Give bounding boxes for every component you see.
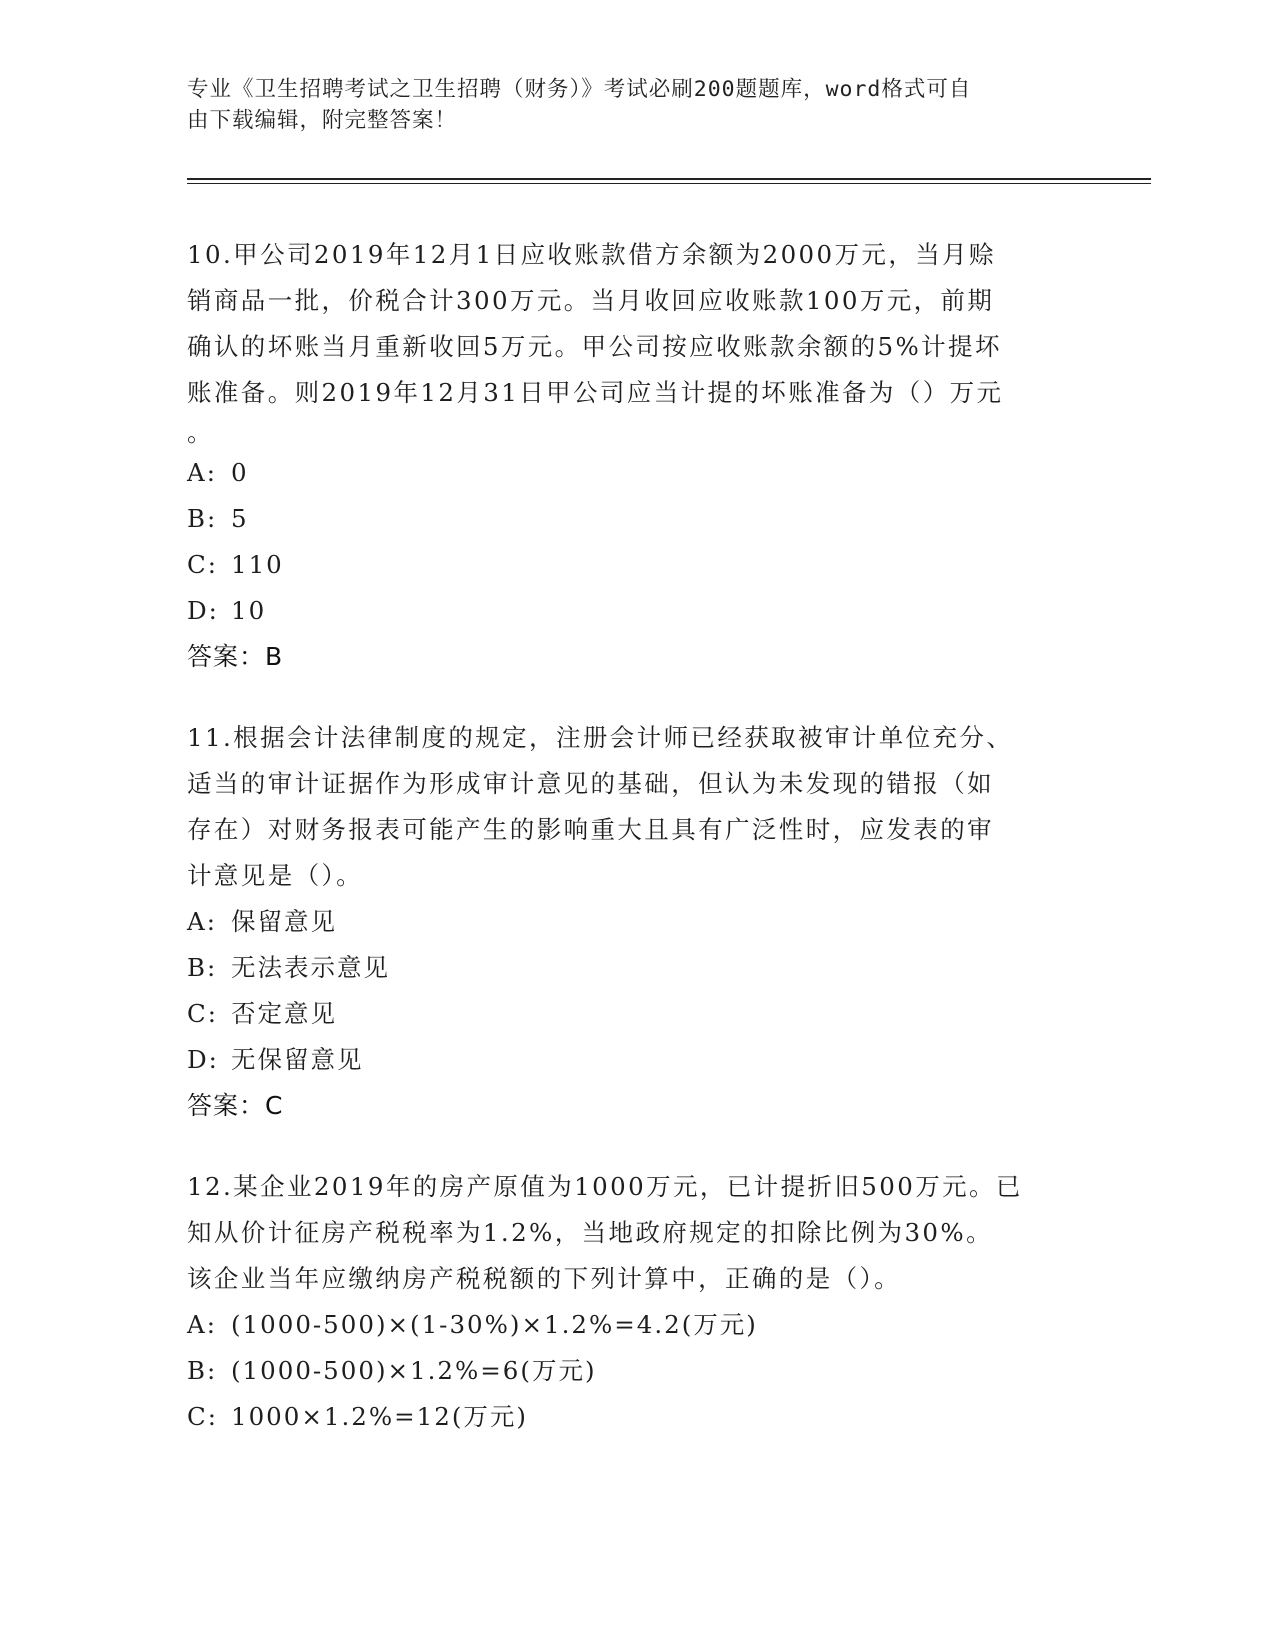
option-text: 1000×1.2%=12(万元) (231, 1402, 528, 1431)
option-text: 保留意见 (231, 907, 337, 936)
option-d (187, 1037, 1087, 1083)
document-header (187, 74, 1087, 136)
option-text: 0 (231, 458, 249, 487)
option-letter: B: (187, 1356, 218, 1385)
question-stem-line: 10.甲公司2019年12月1日应收账款借方余额为2000万元，当月赊 (187, 240, 996, 269)
option-letter: C: (187, 1402, 219, 1431)
question-11 (187, 715, 1087, 1129)
option-letter: C: (187, 999, 219, 1028)
question-stem-line: 销商品一批，价税合计300万元。当月收回应收账款100万元，前期 (187, 286, 995, 315)
header-line-2: 由下载编辑，附完整答案！ (187, 108, 458, 133)
option-text: (1000-500)×(1-30%)×1.2%=4.2(万元) (231, 1310, 758, 1339)
option-text: 无保留意见 (231, 1045, 364, 1074)
header-line-1: 专业《卫生招聘考试之卫生招聘（财务）》考试必刷200题题库，word格式可自 (187, 77, 972, 102)
option-text: 否定意见 (231, 999, 337, 1028)
option-letter: B: (187, 504, 218, 533)
option-text: (1000-500)×1.2%=6(万元) (231, 1356, 597, 1385)
option-c (187, 991, 1087, 1037)
question-stem-line: 知从价计征房产税税率为1.2%，当地政府规定的扣除比例为30%。 (187, 1218, 993, 1247)
option-b (187, 1348, 1087, 1394)
question-stem-line: 11.根据会计法律制度的规定，注册会计师已经获取被审计单位充分、 (187, 723, 1014, 752)
answer-line: 答案：B (187, 642, 284, 671)
option-letter: A: (187, 458, 217, 487)
option-text: 10 (231, 596, 267, 625)
question-stem-line: 12.某企业2019年的房产原值为1000万元，已计提折旧500万元。已 (187, 1172, 1023, 1201)
option-letter: A: (187, 1310, 217, 1339)
question-stem-line: 适当的审计证据作为形成审计意见的基础，但认为未发现的错报（如 (187, 769, 994, 798)
option-c (187, 542, 1087, 588)
answer-line: 答案：C (187, 1091, 284, 1120)
option-c (187, 1394, 1087, 1440)
option-letter: A: (187, 907, 217, 936)
question-12 (187, 1164, 1087, 1440)
option-letter: C: (187, 550, 219, 579)
question-stem-line: 计意见是（）。 (187, 861, 364, 890)
header-divider-thin (187, 183, 1151, 184)
question-stem-line: 账准备。则2019年12月31日甲公司应当计提的坏账准备为（）万元 (187, 378, 1004, 407)
question-stem-line: 确认的坏账当月重新收回5万元。甲公司按应收账款余额的5%计提坏 (187, 332, 1002, 361)
question-list (187, 232, 1087, 1475)
option-a (187, 899, 1087, 945)
option-b (187, 945, 1087, 991)
question-stem-line: 存在）对财务报表可能产生的影响重大且具有广泛性时，应发表的审 (187, 815, 994, 844)
option-text: 5 (231, 504, 249, 533)
option-text: 110 (231, 550, 284, 579)
header-divider-thick (187, 178, 1151, 180)
option-d (187, 588, 1087, 634)
option-a (187, 450, 1087, 496)
option-text: 无法表示意见 (231, 953, 390, 982)
option-letter: D: (187, 1045, 219, 1074)
option-b (187, 496, 1087, 542)
question-10 (187, 232, 1087, 680)
option-letter: D: (187, 596, 219, 625)
question-stem-line: 该企业当年应缴纳房产税税额的下列计算中，正确的是（）。 (187, 1264, 902, 1293)
option-a (187, 1302, 1087, 1348)
option-letter: B: (187, 953, 218, 982)
question-stem-line: 。 (187, 418, 214, 447)
